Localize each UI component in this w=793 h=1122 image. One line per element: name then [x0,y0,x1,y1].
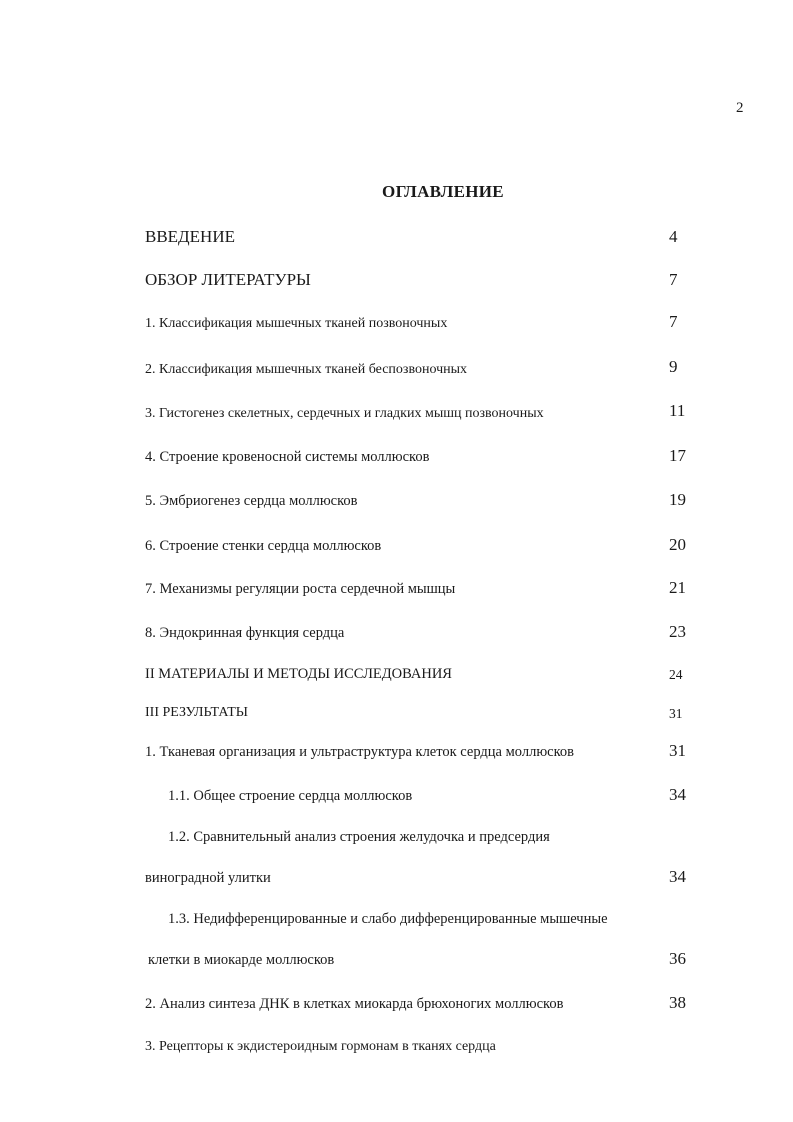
toc-entry-page: 20 [669,535,686,554]
toc-entry-page: 17 [669,446,686,465]
toc-entry-text: 2. Анализ синтеза ДНК в клетках миокарда брюхоногих моллюсков [145,996,564,1012]
toc-entry-text: II МАТЕРИАЛЫ И МЕТОДЫ ИССЛЕДОВАНИЯ [145,666,452,682]
toc-entry-text: 1.3. Недифференцированные и слабо дифференцированные мышечные [168,911,608,927]
toc-entry-page: 34 [669,867,686,886]
toc-entry-page: 31 [669,741,686,760]
toc-entry-page: 21 [669,578,686,597]
toc-entry [0,227,793,251]
toc-entry-page: 38 [669,993,686,1012]
toc-entry-page: 19 [669,490,686,509]
toc-entry-page: 7 [669,312,678,331]
toc-entry-text: виноградной улитки [145,870,271,886]
toc-entry [0,492,793,516]
toc-entry-page: 23 [669,622,686,641]
toc-entry [0,312,793,340]
toc-title-container [0,182,793,202]
toc-entry-text: 1. Классификация мышечных тканей позвоночных [145,316,448,331]
toc-entry-text: 6. Строение стенки сердца моллюсков [145,538,382,554]
toc-entry [0,624,793,648]
toc-entry [0,580,793,604]
toc-entry-text: 2. Классификация мышечных тканей беспозвоночных [145,362,468,377]
toc-entry [0,869,793,893]
toc-entry [0,665,793,689]
toc-entry-page: 34 [669,785,686,804]
toc-entry [0,828,793,852]
toc-entry-page: 4 [669,227,678,246]
toc-entry [0,787,793,811]
toc-entry [0,357,793,384]
toc-entry [0,995,793,1019]
toc-entry-page: 36 [669,949,686,968]
toc-entry-page: 31 [669,706,683,721]
toc-entry-text: 3. Гистогенез скелетных, сердечных и гладких мышц позвоночных [145,406,544,421]
toc-entry [0,537,793,561]
toc-entry-page: 9 [669,357,678,376]
toc-entry-page: 11 [669,401,686,420]
toc-entry-text: 4. Строение кровеносной системы моллюсков [145,449,430,465]
toc-entry-text: 1.1. Общее строение сердца моллюсков [168,788,413,804]
toc-entry [0,401,793,428]
toc-entry-text: 8. Эндокринная функция сердца [145,625,345,641]
toc-entry-text: 7. Механизмы регуляции роста сердечной мышцы [145,581,456,597]
toc-entry-page: 7 [669,270,678,289]
toc-entry-text: 1.2. Сравнительный анализ строения желудочка и предсердия [168,829,550,845]
toc-entry-text: ОБЗОР ЛИТЕРАТУРЫ [145,270,311,289]
page-number: 2 [736,100,744,116]
toc-entry-text: клетки в миокарде моллюсков [148,952,335,968]
toc-entry-page: 24 [669,667,683,682]
toc-entry [0,743,793,767]
toc-entry [0,910,793,934]
toc-entry-text: ВВЕДЕНИЕ [145,227,235,246]
toc-entry-text: III РЕЗУЛЬТАТЫ [145,705,248,720]
toc-entry-text: 1. Тканевая организация и ультраструктура клеток сердца моллюсков [145,744,574,760]
toc-entry [0,448,793,472]
toc-entry [0,270,793,294]
toc-entry-text: 5. Эмбриогенез сердца моллюсков [145,493,358,509]
toc-entry-text: 3. Рецепторы к экдистероидным гормонам в тканях сердца [145,1039,496,1054]
toc-entry [0,951,793,975]
toc-entry [0,1038,793,1062]
toc-entry [0,704,793,728]
toc-title: ОГЛАВЛЕНИЕ [382,182,504,201]
